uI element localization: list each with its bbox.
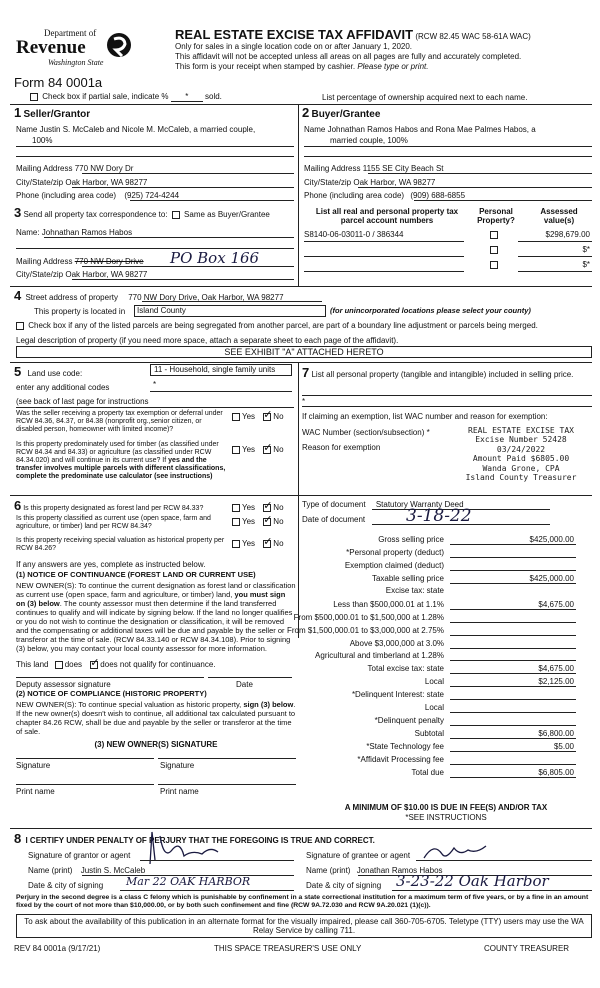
agency-line3: Washington State (48, 58, 104, 67)
deputy-date-label: Date (236, 680, 253, 689)
new-owner-print-2[interactable]: Print name (160, 787, 199, 796)
fee-row (300, 755, 576, 766)
fee-value[interactable] (450, 651, 576, 661)
fee-row (300, 703, 576, 714)
assessed-value[interactable]: $* (582, 245, 590, 254)
fee-row (300, 768, 576, 779)
fee-value[interactable]: $425,000.00 (450, 535, 576, 545)
partial-sale-checkbox[interactable] (30, 93, 38, 101)
fee-label: Above $3,000,000 at 3.0% (349, 639, 444, 648)
new-owner-signature-title: (3) NEW OWNER(S) SIGNATURE (94, 740, 218, 749)
fee-row (300, 716, 576, 727)
assessed-value[interactable]: $* (582, 260, 590, 269)
fee-value[interactable] (450, 586, 576, 596)
agency-line2: Revenue (16, 37, 86, 58)
title-text: REAL ESTATE EXCISE TAX AFFIDAVIT (175, 27, 414, 42)
form-title (175, 28, 595, 43)
same-as-buyer-checkbox[interactable] (172, 211, 180, 219)
accessibility-note: To ask about the availability of this publication in an alternate format for the visually impaired, please call 360-705-6705. Teletype (TTY) users may use the WA Relay Service by calling 711. (16, 914, 592, 938)
exemption-yes-checkbox[interactable] (232, 413, 240, 421)
correspondence-name[interactable]: Johnathan Ramos Habos (41, 228, 133, 237)
grantor-date-city[interactable]: Mar 22 OAK HARBOR (126, 875, 251, 888)
fee-label: Agricultural and timberland at 1.28% (315, 651, 444, 660)
personal-property-label: List all personal property (tangible and intangible) included in selling price. (311, 370, 574, 379)
fee-row (300, 600, 576, 611)
forest-question: Is this property designated as forest land per RCW 84.33? (23, 505, 204, 512)
historic-yes-checkbox[interactable] (232, 540, 240, 548)
exemption-claim-label: If claiming an exemption, list WAC number and reason for exemption: (302, 412, 548, 421)
fee-label: *State Technology fee (366, 742, 444, 751)
fee-row (300, 690, 576, 701)
correspondence-mail-handwritten: PO Box 166 (170, 249, 260, 267)
fee-row (300, 639, 576, 650)
personal-property-checkbox[interactable] (490, 246, 498, 254)
seller-mailing[interactable]: 770 NW Dory Dr (74, 164, 134, 173)
if-yes-note: If any answers are yes, complete as instructed below. (16, 560, 206, 569)
parcels-col2: Personal Property? (477, 207, 515, 226)
new-owner-print-1[interactable]: Print name (16, 787, 55, 796)
county-select[interactable]: Island County (134, 305, 326, 317)
fee-value[interactable] (450, 548, 576, 558)
see-back-note: (see back of last page for instructions (16, 397, 149, 406)
agency-logo (14, 28, 134, 78)
buyer-phone[interactable]: (909) 688-6855 (410, 191, 466, 200)
fee-label: Total excise tax: state (367, 664, 444, 673)
fee-label: Subtotal (414, 729, 444, 738)
header-note1: Only for sales in a single location code on or after January 1, 2020. (175, 42, 413, 51)
header-note3-italic: Please type or print. (357, 62, 429, 71)
fee-value[interactable]: $6,800.00 (450, 729, 576, 739)
fee-row (300, 664, 576, 675)
fee-label: *Delinquent penalty (374, 716, 444, 725)
reason-label: Reason for exemption (302, 443, 381, 452)
revenue-logo-icon (106, 30, 132, 60)
personal-property-checkbox[interactable] (490, 231, 498, 239)
new-owner-signature-2[interactable]: Signature (160, 761, 195, 770)
grantee-signature-label: Signature of grantee or agent (306, 851, 411, 860)
fee-label: Exemption claimed (deduct) (344, 561, 444, 570)
timber-question: Is this property predominately used for timber (as classified under RCW 84.34 and 84.33) or agriculture (as classified under RCW 84.34.020) and will continue in its current use? If yes and the transfer involves multiple parcels with different classifications, complete the predominate use calculator (see instructions) (16, 441, 226, 481)
fee-row (300, 651, 576, 662)
document-type[interactable]: Statutory Warranty Deed (375, 500, 464, 509)
fee-label: From $500,000.01 to $1,500,000 at 1.28% (293, 613, 444, 622)
fee-value[interactable] (450, 561, 576, 571)
personal-property-value[interactable]: * (302, 397, 306, 406)
correspondence-section: 3 Send all property tax correspondence to: Same as Buyer/Grantee (14, 205, 270, 220)
seller-city[interactable]: Oak Harbor, WA 98277 (65, 178, 148, 187)
buyer-section: 2 Buyer/Grantee (302, 105, 381, 120)
fee-value[interactable] (450, 639, 576, 649)
fee-row (300, 742, 576, 753)
personal-property-checkbox[interactable] (490, 261, 498, 269)
seller-section: 1 Seller/Grantor (14, 105, 91, 120)
parcels-col3: Assessed value(s) (540, 207, 578, 226)
fee-row (300, 586, 576, 597)
historic-text: NEW OWNER(S): To continue special valuation as historic property, sign (3) below. If the new owner(s) doesn't wish to continue, all additional tax calculated pursuant to chapter 84.26 RCW, shall be due and payable by the seller or transferor at the time of sale. (16, 700, 296, 736)
fee-row (300, 535, 576, 546)
fee-value[interactable] (450, 716, 576, 726)
agency-line1: Department of (44, 28, 97, 38)
historic-title: (2) NOTICE OF COMPLIANCE (HISTORIC PROPERTY) (16, 689, 207, 698)
new-owner-signature-1[interactable]: Signature (16, 761, 51, 770)
parcel-row (304, 245, 592, 256)
does-not-checkbox[interactable] (90, 661, 98, 669)
wac-number[interactable]: * (426, 428, 430, 437)
fee-value[interactable]: $4,675.00 (450, 600, 576, 610)
fee-row (300, 729, 576, 740)
buyer-name-2[interactable]: married couple, 100% (330, 136, 408, 145)
partial-sale-percent[interactable]: * (171, 92, 203, 102)
fee-value[interactable]: $2,125.00 (450, 677, 576, 687)
fee-label: *Delinquent Interest: state (351, 690, 444, 699)
property-street[interactable]: 770 NW Dory Drive, Oak Harbor, WA 98277 (128, 293, 284, 302)
seller-title: Seller/Grantor (23, 109, 91, 120)
grantor-date-label: Date & city of signing (28, 881, 104, 890)
parcel-row (304, 260, 592, 271)
does-checkbox[interactable] (55, 661, 63, 669)
fee-row (286, 626, 576, 637)
fee-label: From $1,500,000.01 to $3,000,000 at 2.75% (286, 626, 444, 635)
buyer-city[interactable]: Oak Harbor, WA 98277 (353, 178, 436, 187)
historic-question: Is this property receiving special valuation as historical property per RCW 84.26? (16, 537, 225, 553)
minimum-note: A MINIMUM OF $10.00 IS DUE IN FEE(S) AND/OR TAX (344, 803, 548, 812)
fee-row (300, 561, 576, 572)
fee-label: Gross selling price (378, 535, 444, 544)
land-use-select[interactable]: 11 - Household, single family units (150, 364, 292, 376)
fee-row (293, 613, 576, 624)
fee-value[interactable]: $6,805.00 (450, 768, 576, 778)
fee-value[interactable]: $4,675.00 (450, 664, 576, 674)
parcel-number[interactable]: S8140-06-03011-0 / 386344 (304, 230, 404, 239)
fee-row (300, 677, 576, 688)
parcels-col1: List all real and personal property tax parcel account numbers (315, 207, 459, 226)
form-number: Form 84 0001a (14, 75, 103, 90)
exemption-question: Was the seller receiving a property tax exemption or deferral under RCW 84.36, 84.37, or 84.38 (nonprofit org.,senior citizen, or disabled person, homeowner with limited income)? (16, 410, 223, 434)
current-use-yes-checkbox[interactable] (232, 518, 240, 526)
buyer-mailing[interactable]: 1155 SE City Beach St (362, 164, 444, 173)
grantee-date-city[interactable]: 3-23-22 Oak Harbor (396, 872, 549, 890)
fee-label: Local (424, 703, 444, 712)
assessed-value[interactable]: $298,679.00 (545, 230, 590, 239)
legal-description[interactable]: SEE EXHIBIT "A" ATTACHED HERETO (16, 346, 592, 358)
fee-row (300, 574, 576, 585)
fee-label: *Personal property (deduct) (346, 548, 444, 557)
correspondence-mail-struck: 770 NW Dory Drive (74, 257, 144, 266)
fee-value[interactable] (450, 755, 576, 765)
seller-name[interactable]: Justin S. McCaleb and Nicole M. McCaleb, a married couple, (39, 125, 256, 134)
continuance-text: NEW OWNER(S): To continue the current designation as forest land or classification as current use (open space, farm and agriculture, or timber) land, you must sign on (3) below. The county assessor must then determine if the land transferred continues to qualify and will indicate by signing below. If the land no longer qualifies or you do not wish to continue the designation or classification, it will be removed and the compensating or additional taxes will be due and payable by the seller or transferor at the time of sale. (RCW 84.33.140 or RCW 84.34.108). Prior to signing (3) below, you may contact your local county assessor for more information. (16, 581, 296, 653)
timber-yes-checkbox[interactable] (232, 446, 240, 454)
fee-label: Excise tax: state (385, 586, 444, 595)
segregated-label: Check box if any of the listed parcels are being segregated from another parcel, are part of a boundary line adjustment or parcels being merged. (28, 321, 538, 330)
fee-label: Less than $500,000.01 at 1.1% (333, 600, 444, 609)
deputy-signature-label: Deputy assessor signature (16, 680, 111, 689)
fee-label: *Affidavit Processing fee (357, 755, 444, 764)
continuance-title: (1) NOTICE OF CONTINUANCE (FOREST LAND OR CURRENT USE) (16, 570, 256, 579)
unincorporated-note: (for unincorporated locations please select your county) (330, 306, 531, 315)
treasurer-stamp: REAL ESTATE EXCISE TAX Excise Number 52428 03/24/2022 Amount Paid $6805.00 Wanda Grone, CPA Island County Treasurer (465, 426, 577, 483)
ownership-note: List percentage of ownership acquired next to each name. (322, 93, 528, 102)
grantee-print-name[interactable]: Jonathan Ramos Habos (356, 866, 443, 875)
footer-rev: REV 84 0001a (9/17/21) (14, 944, 101, 953)
buyer-title: Buyer/Grantee (311, 109, 381, 120)
see-instructions: *SEE INSTRUCTIONS (405, 813, 487, 822)
footer-treasurer-use: THIS SPACE TREASURER'S USE ONLY (214, 944, 362, 953)
historic-no-checkbox[interactable] (263, 540, 271, 548)
timber-no-checkbox[interactable] (263, 446, 271, 454)
fee-label: Total due (411, 768, 444, 777)
title-ref: (RCW 82.45 WAC 58-61A WAC) (415, 32, 531, 41)
fee-value[interactable] (450, 703, 576, 713)
exemption-no-checkbox[interactable] (263, 413, 271, 421)
legal-label: Legal description of property (if you need more space, attach a separate sheet to each page of the affidavit). (16, 336, 399, 345)
seller-name-2[interactable]: 100% (32, 136, 53, 145)
current-use-no-checkbox[interactable] (263, 518, 271, 526)
doc-date-label: Date of document (302, 515, 366, 524)
forest-yes-checkbox[interactable] (232, 504, 240, 512)
header-note2: This affidavit will not be accepted unless all areas on all pages are fully and accurately completed. (175, 52, 522, 61)
fee-label: Local (424, 677, 444, 686)
footer-county-treasurer: COUNTY TREASURER (484, 944, 570, 953)
fee-row (300, 548, 576, 559)
header-note3: This form is your receipt when stamped by cashier. Please type or print. (175, 62, 429, 71)
document-date[interactable]: 3-18-22 (406, 506, 472, 526)
grantor-signature-label: Signature of grantor or agent (28, 851, 131, 860)
partial-sale-row: Check box if partial sale, indicate % * sold. (30, 92, 222, 102)
fee-value[interactable]: $425,000.00 (450, 574, 576, 584)
fee-value[interactable]: $5.00 (450, 742, 576, 752)
segregated-checkbox[interactable] (16, 322, 24, 330)
grantee-signature[interactable] (420, 840, 490, 862)
certify-statement: I CERTIFY UNDER PENALTY OF PERJURY THAT THE FOREGOING IS TRUE AND CORRECT. (25, 836, 375, 845)
fee-value[interactable] (450, 626, 576, 636)
additional-codes[interactable]: * (153, 380, 157, 389)
grantor-print-name[interactable]: Justin S. McCaleb (80, 866, 146, 875)
property-street-row: 4 Street address of property 770 NW Dory Drive, Oak Harbor, WA 98277 (14, 288, 284, 303)
forest-no-checkbox[interactable] (263, 504, 271, 512)
buyer-name[interactable]: Johnathan Ramos Habos and Rona Mae Palmes Habos, a (327, 125, 536, 134)
correspondence-city[interactable]: Oak Harbor, WA 98277 (65, 270, 148, 279)
current-use-question: Is this property classified as current use (open space, farm and agriculture, or timber) land per RCW 84.34? (16, 515, 211, 531)
fee-value[interactable] (450, 690, 576, 700)
grantee-date-label: Date & city of signing (306, 881, 382, 890)
parcel-row (304, 230, 592, 241)
perjury-warning: Perjury in the second degree is a class C felony which is punishable by confinement in a state correctional institution for a maximum term of five years, or by a fine in an amount fixed by the court of not more than $10,000.00, or by both such confinement and fine (RCW 9A.72.030 and RCW 9A.20.021 (1)(c)). (16, 894, 589, 910)
grantor-signature[interactable] (132, 830, 222, 868)
fee-label: Taxable selling price (371, 574, 444, 583)
fee-value[interactable] (450, 613, 576, 623)
seller-phone[interactable]: (925) 724-4244 (124, 191, 180, 200)
